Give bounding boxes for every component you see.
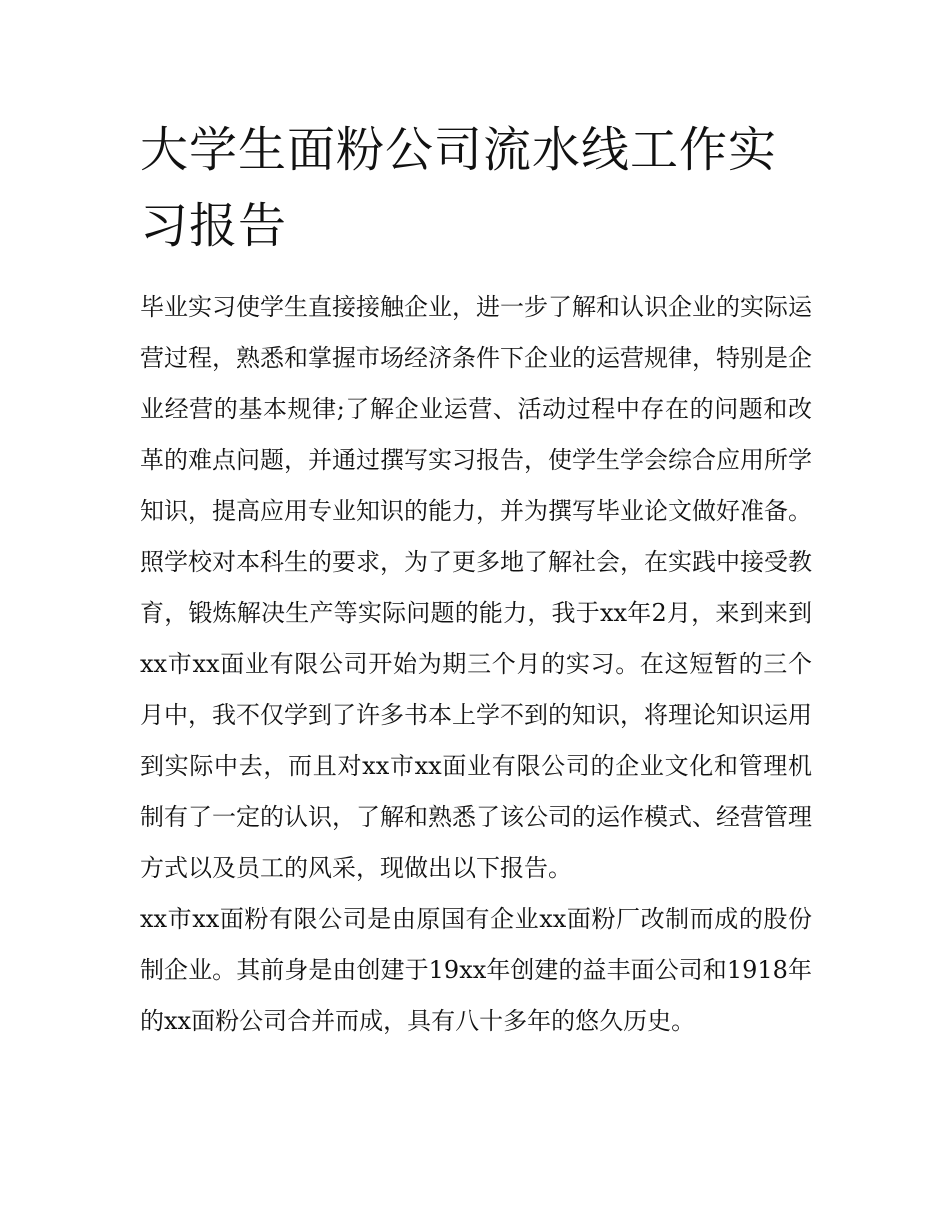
- paragraph-company-history: xx市xx面粉有限公司是由原国有企业xx面粉厂改制而成的股份制企业。其前身是由创建于19xx年创建的益丰面公司和1918年的xx面粉公司合并而成，具有八十多年的悠久历史。: [140, 905, 812, 1035]
- document-body: [140, 282, 812, 1047]
- document-page: [140, 112, 812, 1047]
- paragraph-intro: 毕业实习使学生直接接触企业，进一步了解和认识企业的实际运营过程，熟悉和掌握市场经济条件下企业的运营规律，特别是企业经营的基本规律;了解企业运营、活动过程中存在的问题和改革的难点问题，并通过撰写实习报告，使学生学会综合应用所学知识，提高应用专业知识的能力，并为撰写毕业论文做好准备。照学校对本科生的要求，为了更多地了解社会，在实践中接受教育，锻炼解决生产等实际问题的能力，我于xx年2月，来到来到xx市xx面业有限公司开始为期三个月的实习。在这短暂的三个月中，我不仅学到了许多书本上学不到的知识，将理论知识运用到实际中去，而且对xx市xx面业有限公司的企业文化和管理机制有了一定的认识，了解和熟悉了该公司的运作模式、经营管理方式以及员工的风采，现做出以下报告。: [140, 293, 812, 882]
- document-title: 大学生面粉公司流水线工作实习报告: [140, 122, 778, 254]
